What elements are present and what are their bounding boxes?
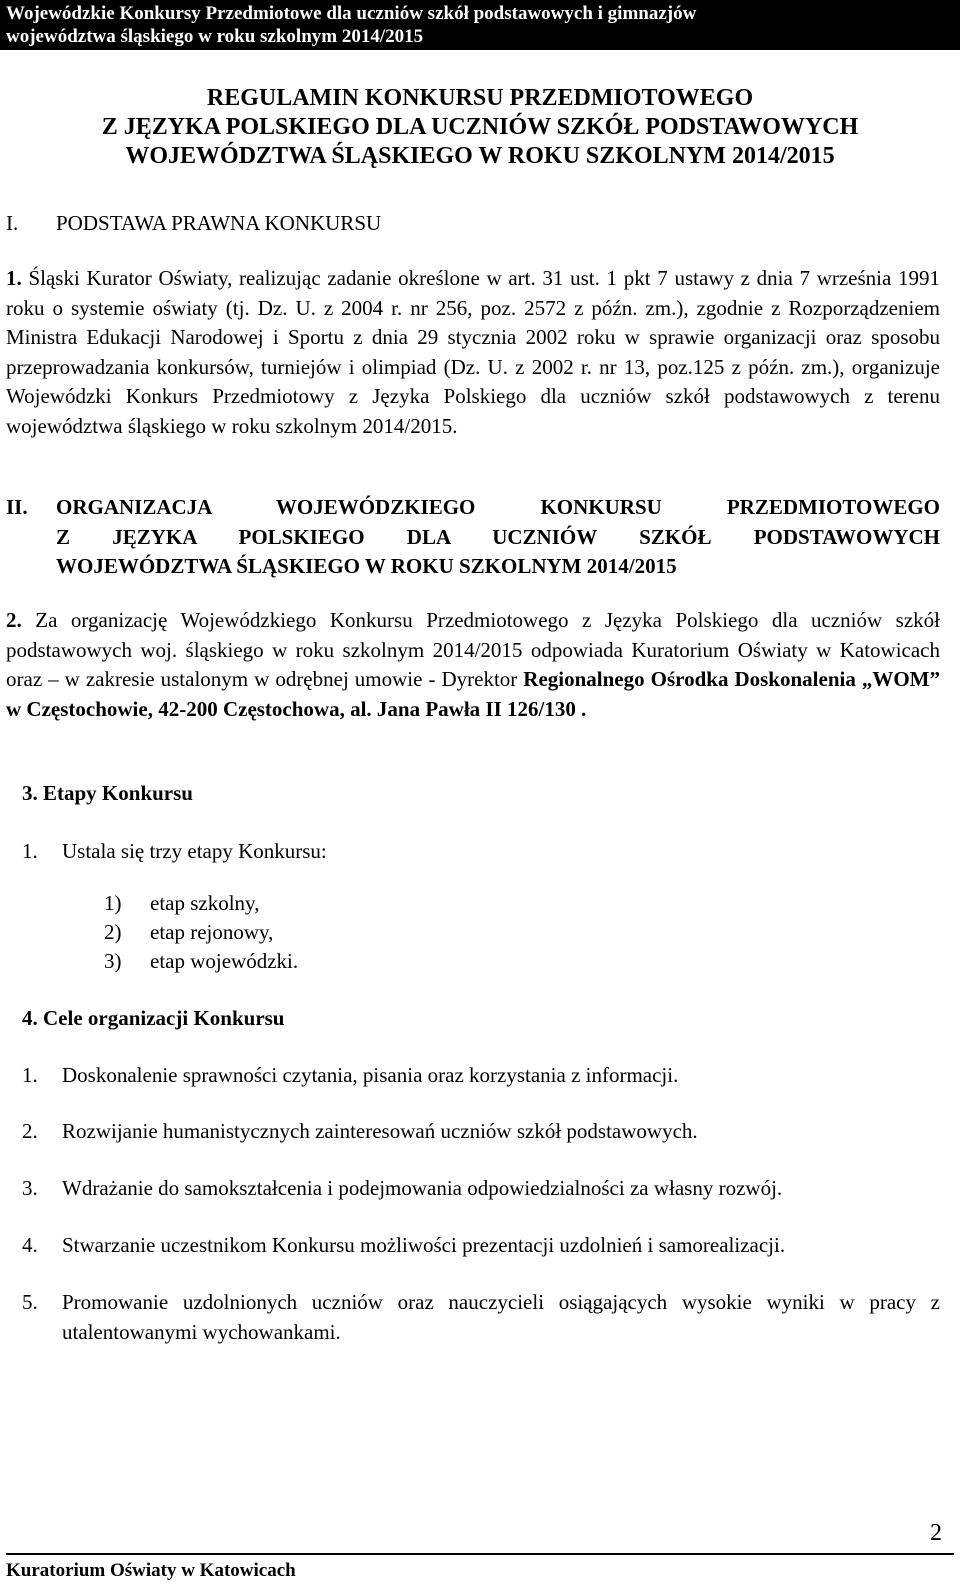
- section-3-item-text: Ustala się trzy etapy Konkursu:: [62, 839, 327, 863]
- point-1-number: 1.: [6, 266, 22, 290]
- goal-4-number: 4.: [22, 1233, 38, 1257]
- stage-3-number: 3): [104, 949, 122, 973]
- footer-divider: [6, 1553, 954, 1555]
- section-2-heading-line-1: ORGANIZACJA WOJEWÓDZKIEGO KONKURSU PRZEDMIOTOWEGO: [56, 495, 940, 519]
- section-4-heading: 4. Cele organizacji Konkursu: [22, 1006, 285, 1030]
- stage-1-text: etap szkolny,: [150, 891, 260, 915]
- section-1-number: I.: [6, 211, 19, 235]
- goal-2-text: Rozwijanie humanistycznych zainteresowań uczniów szkół podstawowych.: [62, 1119, 698, 1143]
- point-1-text: Śląski Kurator Oświaty, realizując zadanie określone w art. 31 ust. 1 pkt 7 ustawy z dnia 7 września 1991 roku o systemie oświaty (tj. Dz. U. z 2004 r. nr 256, poz. 2572 z późn. zm.), zgodnie z Rozporządzeniem Ministra Edukacji Narodowej i Sportu z dnia 29 stycznia 2002 roku w sprawie organizacji oraz sposobu przeprowadzania konkursów, turniejów i olimpiad (Dz. U. z 2002 r. nr 13, poz.125 z późn. zm.), organizuje Wojewódzki Konkurs Przedmiotowy z Języka Polskiego dla uczniów szkół podstawowych z terenu województwa śląskiego w roku szkolnym 2014/2015.: [6, 266, 941, 438]
- header-line-2: województwa śląskiego w roku szkolnym 2014/2015: [6, 26, 424, 47]
- section-1-heading: PODSTAWA PRAWNA KONKURSU: [56, 211, 382, 235]
- section-2-paragraph: [6, 606, 940, 724]
- section-2-heading-line-2: Z JĘZYKA POLSKIEGO DLA UCZNIÓW SZKÓŁ PODSTAWOWYCH: [56, 524, 940, 549]
- point-2-text: Za organizację Wojewódzkiego Konkursu Przedmiotowego z Języka Polskiego dla uczniów szkół podstawowych woj. śląskiego w roku szkolnym 2014/2015 odpowiada Kuratorium Oświaty w Katowicach oraz – w zakresie ustalonym w odrębnej umowie - Dyrektor: [6, 608, 940, 691]
- section-3-heading: 3. Etapy Konkursu: [22, 781, 193, 805]
- page-number: 2: [930, 1520, 942, 1546]
- goal-1-text: Doskonalenie sprawności czytania, pisania oraz korzystania z informacji.: [62, 1063, 679, 1087]
- footer-institution: Kuratorium Oświaty w Katowicach: [6, 1560, 296, 1581]
- header-line-1: Wojewódzkie Konkursy Przedmiotowe dla uczniów szkół podstawowych i gimnazjów: [6, 3, 697, 24]
- section-2-heading-line-3: WOJEWÓDZTWA ŚLĄSKIEGO W ROKU SZKOLNYM 2014/2015: [56, 554, 677, 578]
- goal-3-number: 3.: [22, 1176, 38, 1200]
- goal-5-text: Promowanie uzdolnionych uczniów oraz nauczycieli osiągających wysokie wyniki w pracy z utalentowanymi wychowankami.: [62, 1290, 940, 1344]
- goal-5-number: 5.: [22, 1290, 38, 1314]
- stage-1-number: 1): [104, 891, 122, 915]
- point-2-bold-text: Regionalnego Ośrodka Doskonalenia „WOM” w Częstochowie, 42-200 Częstochowa, al. Jana Pawła II 126/130 .: [6, 667, 940, 721]
- document-header: [0, 0, 960, 50]
- point-2-number: 2.: [6, 608, 22, 632]
- title-line-1: REGULAMIN KONKURSU PRZEDMIOTOWEGO: [206, 85, 754, 111]
- stage-2-text: etap rejonowy,: [150, 920, 274, 944]
- title-line-3: WOJEWÓDZTWA ŚLĄSKIEGO W ROKU SZKOLNYM 2014/2015: [125, 143, 835, 169]
- stage-3-text: etap wojewódzki.: [150, 949, 299, 973]
- goal-3-text: Wdrażanie do samokształcenia i podejmowania odpowiedzialności za własny rozwój.: [62, 1176, 783, 1200]
- section-2-heading: [56, 493, 940, 552]
- goal-4-text: Stwarzanie uczestnikom Konkursu możliwości prezentacji uzdolnień i samorealizacji.: [62, 1233, 786, 1257]
- document-title: [0, 84, 960, 171]
- title-line-2: Z JĘZYKA POLSKIEGO DLA UCZNIÓW SZKÓŁ PODSTAWOWYCH: [101, 114, 859, 140]
- section-1-paragraph: [6, 264, 940, 441]
- goal-1-number: 1.: [22, 1063, 38, 1087]
- goal-2-number: 2.: [22, 1119, 38, 1143]
- section-2-number: II.: [6, 495, 28, 519]
- section-3-item-number: 1.: [22, 839, 38, 863]
- stage-2-number: 2): [104, 920, 122, 944]
